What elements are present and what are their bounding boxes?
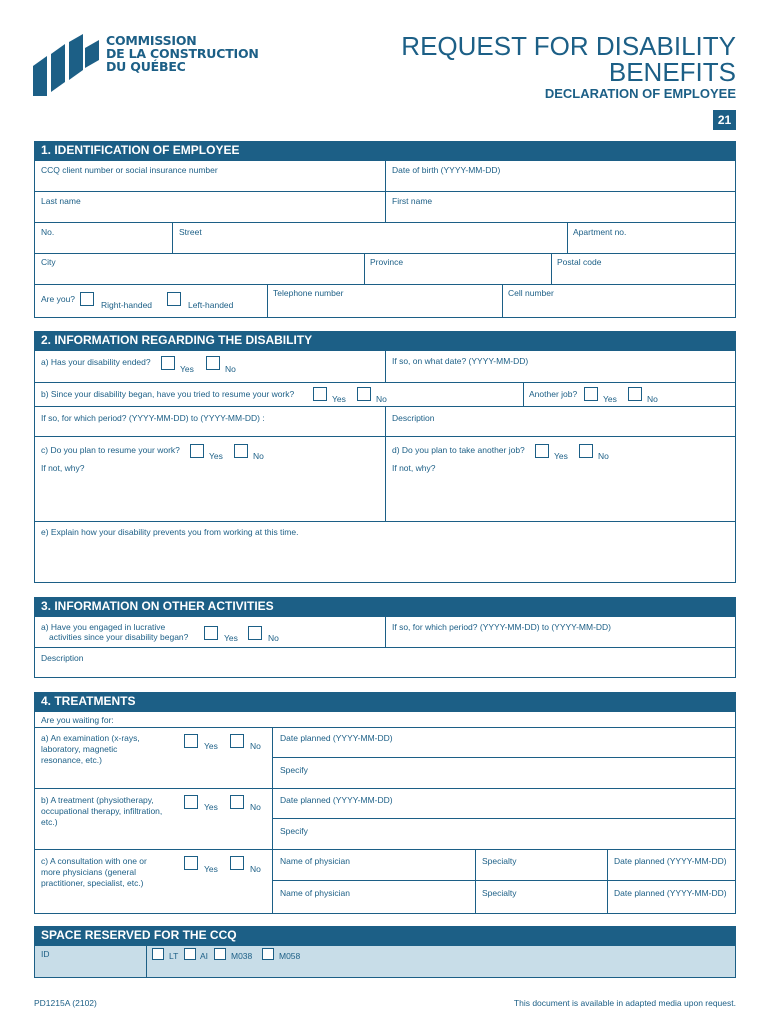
q4a-no-label: No	[250, 741, 261, 751]
q2d-no-label: No	[598, 451, 609, 461]
q4c-no-label: No	[250, 864, 261, 874]
q4a-label: a) An examination (x-rays, laboratory, magnetic resonance, etc.)	[41, 733, 140, 765]
cell-label: Cell number	[508, 288, 554, 298]
specialty-label-2: Specialty	[482, 888, 517, 898]
ccq-logo-icon	[33, 34, 99, 96]
street-no-label: No.	[41, 227, 55, 237]
ccq-ai-checkbox[interactable]	[184, 948, 196, 960]
q4c-no-checkbox[interactable]	[230, 856, 244, 870]
q3-description-label: Description	[41, 653, 84, 663]
section-3-heading: 3. INFORMATION ON OTHER ACTIVITIES	[34, 597, 736, 616]
ccq-lt-label: LT	[169, 951, 179, 961]
q2d-yes-checkbox[interactable]	[535, 444, 549, 458]
first-name-field[interactable]	[386, 207, 735, 221]
dob-field[interactable]	[386, 176, 735, 190]
q4b-no-label: No	[250, 802, 261, 812]
another-job-no-checkbox[interactable]	[628, 387, 642, 401]
q2c-label: c) Do you plan to resume your work?	[41, 445, 180, 455]
q3a-yes-checkbox[interactable]	[204, 626, 218, 640]
city-label: City	[41, 257, 56, 267]
q4a-specify-label: Specify	[280, 765, 308, 775]
q3a-no-checkbox[interactable]	[248, 626, 262, 640]
q2a-date-label: If so, on what date? (YYYY-MM-DD)	[392, 356, 529, 366]
q4a-yes-checkbox[interactable]	[184, 734, 198, 748]
right-handed-label: Right-handed	[101, 300, 153, 310]
q2a-yes-checkbox[interactable]	[161, 356, 175, 370]
first-name-label: First name	[392, 196, 433, 206]
q2c-yes-checkbox[interactable]	[190, 444, 204, 458]
section-2-heading: 2. INFORMATION REGARDING THE DISABILITY	[34, 331, 736, 350]
date-planned-label-1: Date planned (YYYY-MM-DD)	[614, 856, 727, 866]
q2a-yes-label: Yes	[180, 364, 194, 374]
q4a-date-label: Date planned (YYYY-MM-DD)	[280, 733, 393, 743]
q2b-no-label: No	[376, 394, 387, 404]
page-subtitle: DECLARATION OF EMPLOYEE	[544, 86, 736, 101]
form-number-badge: 21	[713, 110, 736, 130]
q3a-no-label: No	[268, 633, 279, 643]
q2d-yes-label: Yes	[554, 451, 568, 461]
q3a-label-2: activities since your disability began?	[49, 632, 189, 642]
are-you-label: Are you?	[41, 294, 76, 304]
right-handed-checkbox[interactable]	[80, 292, 94, 306]
q2b-yes-label: Yes	[332, 394, 346, 404]
last-name-field[interactable]	[35, 207, 384, 221]
q4b-specify-label: Specify	[280, 826, 308, 836]
client-number-field[interactable]	[35, 176, 384, 190]
q2d-label: d) Do you plan to take another job?	[392, 445, 525, 455]
q2c-no-label: No	[253, 451, 264, 461]
ccq-m038-label: M038	[231, 951, 253, 961]
page-title	[401, 33, 736, 85]
left-handed-label: Left-handed	[188, 300, 234, 310]
q4c-label: c) A consultation with one or more physicians (general practitioner, specialist, etc.)	[41, 856, 147, 888]
date-planned-label-2: Date planned (YYYY-MM-DD)	[614, 888, 727, 898]
q4a-no-checkbox[interactable]	[230, 734, 244, 748]
left-handed-checkbox[interactable]	[167, 292, 181, 306]
apartment-label: Apartment no.	[573, 227, 627, 237]
period-label: If so, for which period? (YYYY-MM-DD) to (YYYY-MM-DD) :	[41, 413, 265, 423]
q2b-label: b) Since your disability began, have you tried to resume your work?	[41, 389, 295, 399]
title-line-1: REQUEST FOR DISABILITY	[401, 31, 736, 61]
client-number-label: CCQ client number or social insurance number	[41, 165, 218, 175]
q2c-if-not-label: If not, why?	[41, 463, 85, 473]
dob-label: Date of birth (YYYY-MM-DD)	[392, 165, 501, 175]
ccq-m058-checkbox[interactable]	[262, 948, 274, 960]
logo-line-2: DE LA CONSTRUCTION	[106, 46, 259, 61]
q2c-yes-label: Yes	[209, 451, 223, 461]
q4b-yes-checkbox[interactable]	[184, 795, 198, 809]
q2b-no-checkbox[interactable]	[357, 387, 371, 401]
title-line-2: BENEFITS	[608, 57, 736, 87]
ccq-ai-label: AI	[200, 951, 209, 961]
q4b-no-checkbox[interactable]	[230, 795, 244, 809]
physician-label-1: Name of physician	[280, 856, 350, 866]
q4b-label: b) A treatment (physiotherapy, occupational therapy, infiltration, etc.)	[41, 795, 163, 827]
telephone-label: Telephone number	[273, 288, 344, 298]
q3a-yes-label: Yes	[224, 633, 238, 643]
q2-description-label: Description	[392, 413, 435, 423]
another-job-yes-label: Yes	[603, 394, 617, 404]
ccq-section-box	[34, 945, 736, 978]
q3-period-label: If so, for which period? (YYYY-MM-DD) to (YYYY-MM-DD)	[392, 622, 612, 632]
q2e-label: e) Explain how your disability prevents you from working at this time.	[41, 527, 299, 537]
q4c-yes-label: Yes	[204, 864, 218, 874]
specialty-label-1: Specialty	[482, 856, 517, 866]
q2d-if-not-label: If not, why?	[392, 463, 436, 473]
ccq-m058-label: M058	[279, 951, 301, 961]
q2e-field[interactable]	[35, 540, 735, 582]
q2d-no-checkbox[interactable]	[579, 444, 593, 458]
ccq-lt-checkbox[interactable]	[152, 948, 164, 960]
ccq-id-label: ID	[41, 949, 50, 959]
q3a-label-1: a) Have you engaged in lucrative	[41, 622, 166, 632]
logo-line-1: COMMISSION	[106, 33, 197, 48]
section-1-heading: 1. IDENTIFICATION OF EMPLOYEE	[34, 141, 736, 160]
q4b-yes-label: Yes	[204, 802, 218, 812]
postal-code-label: Postal code	[557, 257, 602, 267]
street-label: Street	[179, 227, 202, 237]
logo-line-3: DU QUÉBEC	[106, 59, 186, 74]
last-name-label: Last name	[41, 196, 81, 206]
ccq-section-heading: SPACE RESERVED FOR THE CCQ	[34, 926, 736, 945]
physician-label-2: Name of physician	[280, 888, 350, 898]
waiting-label: Are you waiting for:	[41, 715, 114, 725]
q2a-no-checkbox[interactable]	[206, 356, 220, 370]
logo-text	[106, 34, 259, 73]
province-label: Province	[370, 257, 404, 267]
q2c-no-checkbox[interactable]	[234, 444, 248, 458]
another-job-yes-checkbox[interactable]	[584, 387, 598, 401]
q4a-yes-label: Yes	[204, 741, 218, 751]
another-job-label: Another job?	[529, 389, 578, 399]
ccq-m038-checkbox[interactable]	[214, 948, 226, 960]
q2a-label: a) Has your disability ended?	[41, 357, 151, 367]
another-job-no-label: No	[647, 394, 658, 404]
q4c-yes-checkbox[interactable]	[184, 856, 198, 870]
q2b-yes-checkbox[interactable]	[313, 387, 327, 401]
q2a-no-label: No	[225, 364, 236, 374]
adapted-media-note: This document is available in adapted media upon request.	[513, 998, 736, 1008]
form-code: PD1215A (2102)	[34, 998, 97, 1008]
section-4-heading: 4. TREATMENTS	[34, 692, 736, 711]
q4b-date-label: Date planned (YYYY-MM-DD)	[280, 795, 393, 805]
